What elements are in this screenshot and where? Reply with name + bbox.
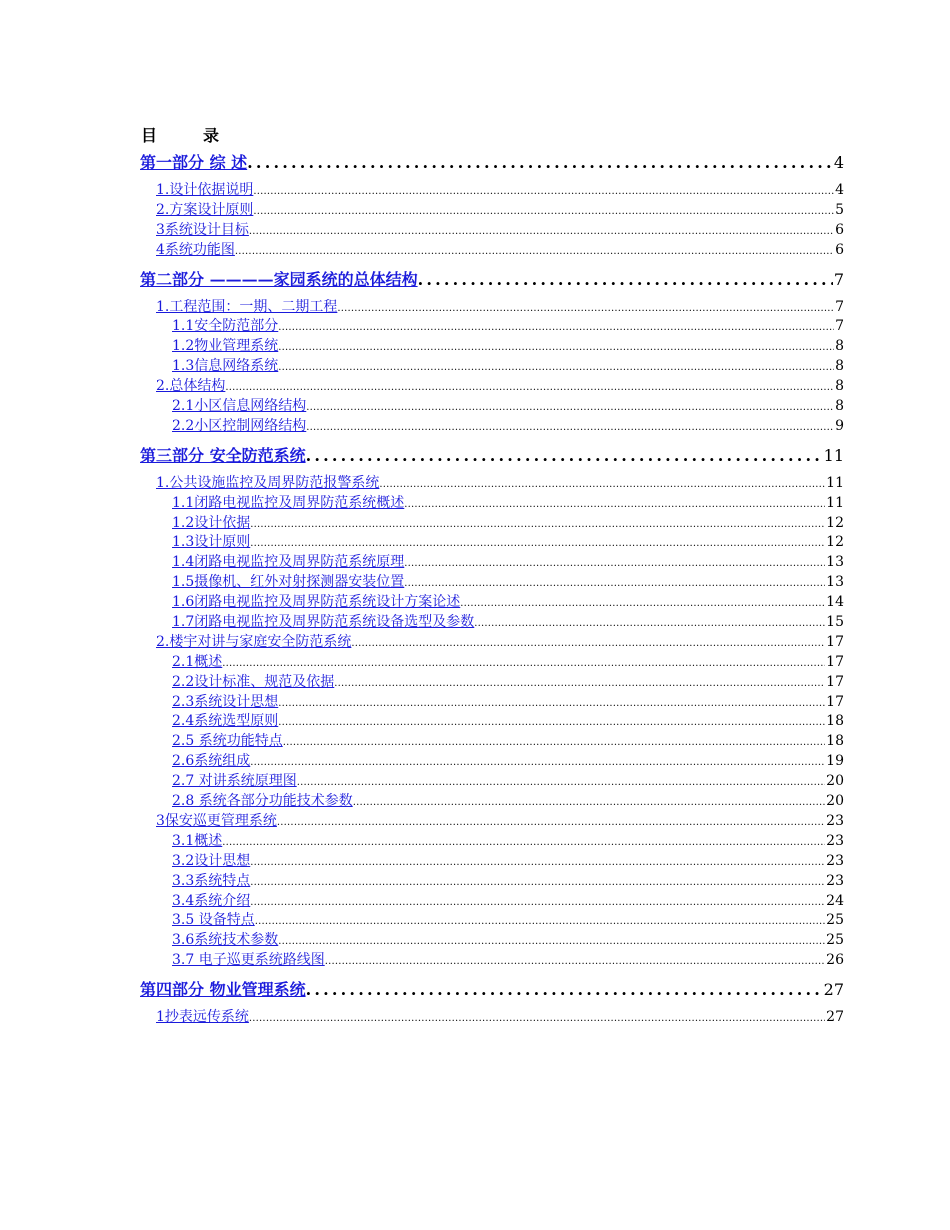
toc-page-number: 23	[826, 872, 844, 889]
dot-leader	[250, 753, 825, 769]
toc-page-number: 12	[826, 514, 844, 531]
dot-leader	[379, 475, 825, 491]
dot-leader	[222, 654, 825, 670]
dot-leader	[250, 853, 825, 869]
toc-entry-link[interactable]: 1.5摄像机、红外对射探测器安装位置	[172, 574, 405, 591]
toc-entry-link[interactable]: 2.4系统选型原则	[172, 713, 279, 730]
dot-leader	[278, 358, 834, 374]
toc-entry-link[interactable]: 1.工程范围：一期、二期工程	[156, 298, 338, 315]
dot-leader	[306, 418, 834, 434]
toc-entry-link[interactable]: 2.7 对讲系统原理图	[172, 773, 297, 790]
toc-entry[interactable]	[140, 512, 844, 532]
toc-entry-link[interactable]: 1.6闭路电视监控及周界防范系统设计方案论述	[172, 594, 461, 611]
toc-page-number: 27	[826, 1009, 844, 1026]
dot-leader	[306, 446, 823, 465]
toc-page-number: 17	[826, 633, 844, 650]
toc-page-number: 23	[826, 812, 844, 829]
toc-entry[interactable]	[140, 949, 844, 969]
toc-entry[interactable]	[140, 890, 844, 910]
toc-entry-link[interactable]: 1.设计依据说明	[156, 182, 254, 198]
toc-entry-link[interactable]: 1.公共设施监控及周界防范报警系统	[156, 474, 380, 491]
toc-page-number: 12	[826, 534, 844, 551]
toc-entry[interactable]	[140, 492, 844, 512]
toc-entry[interactable]	[140, 671, 844, 691]
dot-leader	[325, 952, 825, 968]
dot-leader	[250, 893, 825, 909]
dot-leader	[253, 202, 834, 218]
toc-entry-link[interactable]: 2.5 系统功能特点	[172, 733, 283, 750]
toc-page-number: 18	[826, 733, 844, 750]
toc-entry[interactable]	[140, 472, 844, 492]
dot-leader	[278, 932, 825, 948]
toc-page-number: 11	[826, 494, 844, 511]
dot-leader	[255, 912, 825, 928]
toc-entry-link[interactable]: 3.6系统技术参数	[172, 932, 279, 949]
toc-entry[interactable]	[140, 870, 844, 890]
toc-entry[interactable]	[140, 219, 844, 239]
toc-page-number: 4	[833, 153, 844, 172]
dot-leader	[250, 515, 825, 531]
toc-page-number: 19	[826, 753, 844, 770]
dot-leader	[278, 338, 834, 354]
toc-entry[interactable]	[140, 355, 844, 375]
toc-entry-link[interactable]: 3.3系统特点	[172, 872, 251, 889]
dot-leader	[351, 634, 825, 650]
toc-entry[interactable]	[140, 415, 844, 435]
toc-entry[interactable]	[140, 335, 844, 355]
toc-page-number: 11	[826, 474, 844, 491]
toc-part-entry[interactable]	[140, 267, 844, 294]
toc-title-left: 目	[141, 126, 158, 145]
toc-part-entry[interactable]	[140, 150, 844, 177]
toc-entry[interactable]	[140, 591, 844, 611]
toc-entry-link[interactable]: 2.1小区信息网络结构	[172, 398, 307, 415]
toc-entry-link[interactable]: 3系统设计目标	[156, 221, 249, 238]
toc-page-number: 17	[826, 693, 844, 710]
toc-entry-link[interactable]: 3.1概述	[172, 832, 223, 849]
toc-entry-link[interactable]: 1.1安全防范部分	[172, 318, 279, 335]
toc-page-number: 27	[823, 980, 844, 1000]
toc-page-number: 23	[826, 832, 844, 849]
toc-page-number: 14	[826, 594, 844, 611]
toc-entry[interactable]	[140, 929, 844, 949]
toc-entry[interactable]	[140, 770, 844, 790]
toc-title-right: 录	[203, 126, 220, 145]
dot-leader	[278, 318, 834, 334]
toc-page-number: 4	[835, 182, 844, 198]
dot-leader	[334, 674, 825, 690]
dot-leader	[222, 833, 825, 849]
dot-leader	[474, 614, 825, 630]
toc-page-number: 6	[835, 221, 844, 238]
toc-page-number: 6	[835, 241, 844, 258]
toc-page-number: 25	[826, 912, 844, 929]
toc-entry-link[interactable]: 2.方案设计原则	[156, 201, 254, 218]
toc-part-entry[interactable]	[140, 977, 844, 1004]
dot-leader	[249, 222, 834, 238]
toc-entry[interactable]	[140, 710, 844, 730]
toc-entry[interactable]	[140, 395, 844, 415]
dot-leader	[404, 554, 825, 570]
dot-leader	[225, 378, 834, 394]
toc-entry[interactable]	[140, 315, 844, 335]
toc-entry-link[interactable]: 1.7闭路电视监控及周界防范系统设备选型及参数	[172, 614, 475, 631]
table-of-contents	[140, 150, 844, 1026]
dot-leader	[253, 182, 834, 198]
toc-entry-link[interactable]: 3.4系统介绍	[172, 892, 251, 909]
toc-entry[interactable]	[140, 691, 844, 711]
toc-entry-link[interactable]: 3.2设计思想	[172, 852, 251, 869]
dot-leader	[404, 495, 825, 511]
toc-page-number: 7	[833, 269, 844, 289]
toc-entry-link[interactable]: 第一部分 综 述	[140, 153, 248, 172]
dot-leader	[277, 813, 825, 829]
toc-page-number: 9	[835, 417, 844, 434]
toc-entry-link[interactable]: 1抄表远传系统	[156, 1009, 249, 1026]
toc-page-number: 17	[826, 653, 844, 670]
toc-page-number: 24	[826, 892, 844, 909]
toc-entry-link[interactable]: 4系统功能图	[156, 241, 235, 258]
toc-page-number: 25	[826, 932, 844, 949]
toc-entry[interactable]	[140, 551, 844, 571]
toc-entry-link[interactable]: 3.5 设备特点	[172, 912, 255, 929]
dot-leader	[235, 242, 834, 258]
toc-page-number: 17	[826, 673, 844, 690]
toc-page-number: 7	[835, 318, 844, 335]
toc-entry-link[interactable]: 2.8 系统各部分功能技术参数	[172, 793, 353, 810]
toc-entry-link[interactable]: 2.6系统组成	[172, 753, 251, 770]
dot-leader	[297, 773, 825, 789]
toc-entry[interactable]	[140, 239, 844, 259]
toc-entry-link[interactable]: 1.3信息网络系统	[172, 358, 279, 375]
dot-leader	[247, 153, 833, 172]
toc-page-number: 20	[826, 793, 844, 810]
toc-page-number: 15	[826, 614, 844, 631]
dot-leader	[460, 594, 825, 610]
dot-leader	[283, 733, 825, 749]
toc-entry-link[interactable]: 2.楼宇对讲与家庭安全防范系统	[156, 633, 352, 650]
dot-leader	[250, 534, 825, 550]
dot-leader	[278, 713, 825, 729]
toc-entry-link[interactable]: 3.7 电子巡更系统路线图	[172, 952, 325, 969]
toc-entry[interactable]	[140, 571, 844, 591]
toc-page-number: 5	[835, 201, 844, 218]
dot-leader	[249, 1009, 825, 1025]
toc-entry[interactable]	[140, 790, 844, 810]
dot-leader	[337, 299, 834, 315]
dot-leader	[306, 398, 834, 414]
dot-leader	[404, 574, 825, 590]
toc-page-number: 23	[826, 852, 844, 869]
toc-entry-link[interactable]: 2.1概述	[172, 653, 223, 670]
dot-leader	[353, 793, 825, 809]
toc-entry[interactable]	[140, 1006, 844, 1026]
toc-entry[interactable]	[140, 909, 844, 929]
toc-entry[interactable]	[140, 830, 844, 850]
toc-entry[interactable]	[140, 375, 844, 395]
toc-entry[interactable]	[140, 631, 844, 651]
toc-page-number: 11	[823, 445, 844, 465]
toc-entry-link[interactable]: 第三部分 安全防范系统	[140, 445, 306, 465]
toc-entry[interactable]	[140, 531, 844, 551]
toc-entry-link[interactable]: 2.总体结构	[156, 378, 226, 395]
toc-entry[interactable]	[140, 750, 844, 770]
toc-entry-link[interactable]: 1.4闭路电视监控及周界防范系统原理	[172, 554, 405, 571]
toc-entry[interactable]	[140, 651, 844, 671]
toc-page-number: 26	[826, 952, 844, 969]
toc-entry-link[interactable]: 1.2设计依据	[172, 514, 251, 531]
toc-entry-link[interactable]: 2.2小区控制网络结构	[172, 417, 307, 434]
toc-title	[141, 123, 219, 146]
toc-entry-link[interactable]: 3保安巡更管理系统	[156, 812, 277, 829]
toc-entry-link[interactable]: 2.3系统设计思想	[172, 693, 279, 710]
toc-page-number: 8	[835, 398, 844, 415]
toc-entry[interactable]	[140, 810, 844, 830]
toc-page-number: 18	[826, 713, 844, 730]
toc-entry-link[interactable]: 1.3设计原则	[172, 534, 251, 551]
toc-page-number: 8	[835, 378, 844, 395]
dot-leader	[250, 873, 825, 889]
toc-entry[interactable]	[140, 199, 844, 219]
dot-leader	[418, 270, 833, 289]
dot-leader	[278, 694, 825, 710]
toc-entry[interactable]	[140, 179, 844, 199]
toc-entry-link[interactable]: 1.2物业管理系统	[172, 338, 279, 355]
toc-entry[interactable]	[140, 850, 844, 870]
toc-page-number: 13	[826, 554, 844, 571]
toc-part-entry[interactable]	[140, 443, 844, 470]
toc-entry-link[interactable]: 第二部分 ————家园系统的总体结构	[140, 269, 418, 289]
toc-page-number: 13	[826, 574, 844, 591]
toc-entry[interactable]	[140, 730, 844, 750]
dot-leader	[306, 980, 823, 999]
toc-entry[interactable]	[140, 296, 844, 316]
toc-entry-link[interactable]: 2.2设计标准、规范及依据	[172, 673, 335, 690]
toc-entry-link[interactable]: 第四部分 物业管理系统	[140, 980, 306, 1000]
toc-page-number: 20	[826, 773, 844, 790]
toc-page-number: 8	[835, 338, 844, 355]
toc-entry[interactable]	[140, 611, 844, 631]
toc-entry-link[interactable]: 1.1闭路电视监控及周界防范系统概述	[172, 494, 405, 511]
toc-page-number: 8	[835, 358, 844, 375]
toc-page-number: 7	[835, 298, 844, 315]
